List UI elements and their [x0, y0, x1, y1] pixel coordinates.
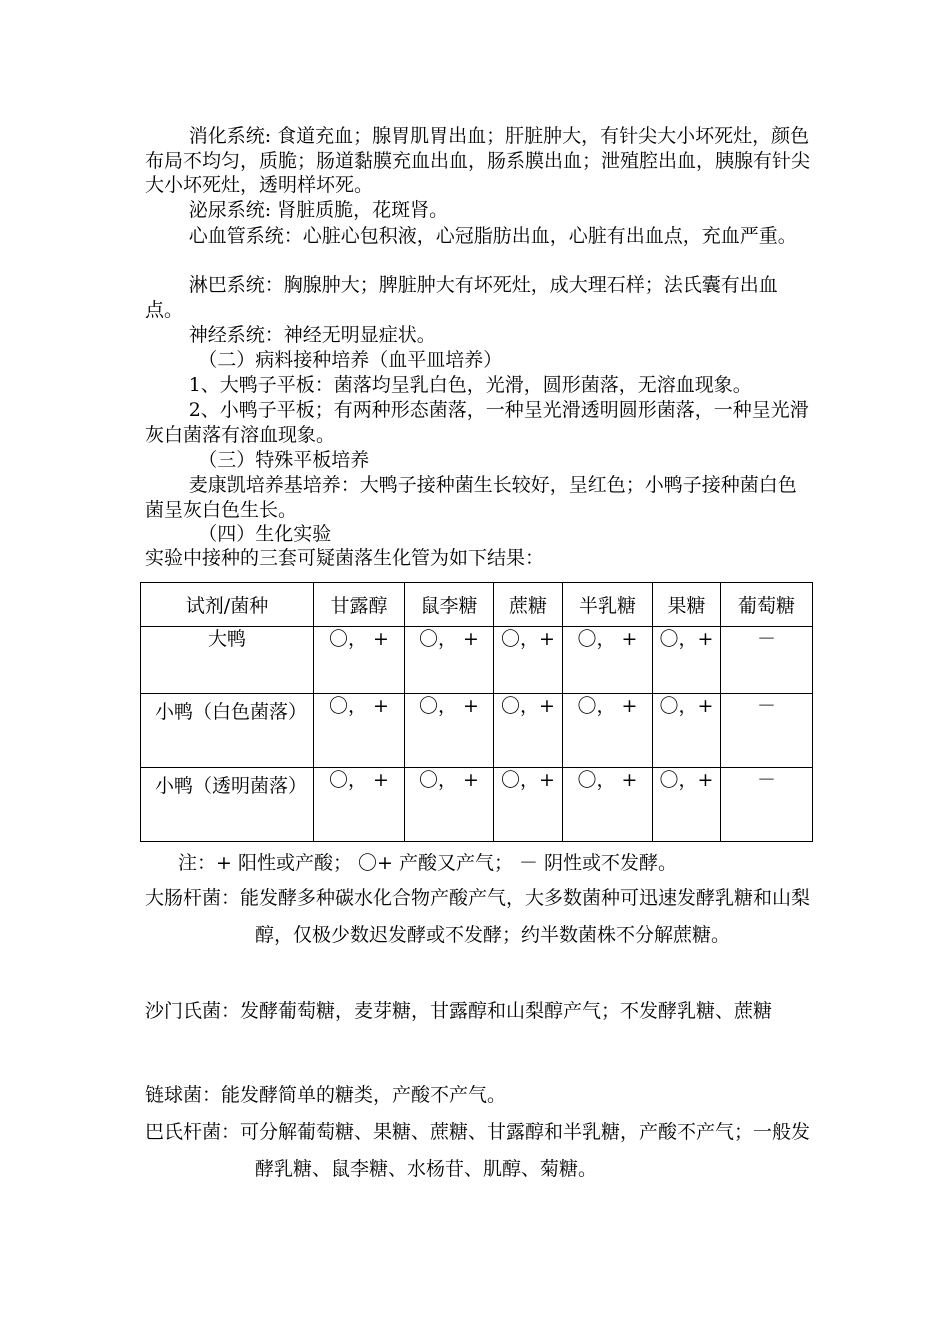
table-row: [141, 694, 813, 768]
table-cell: －: [721, 626, 813, 694]
cardiovascular-system-paragraph: 心血管系统：心脏心包积液，心冠脂肪出血，心脏有出血点，充血严重。: [188, 225, 797, 247]
table-cell: 〇， +: [314, 626, 405, 694]
header-cell: 果糖: [653, 583, 721, 627]
table-cell: 〇，+: [494, 626, 563, 694]
definition-text: 能发酵简单的糖类，产酸不产气。: [221, 1084, 507, 1106]
lymphatic-system-paragraph: 淋巴系统：胸腺肿大；脾脏肿大有坏死灶，成大理石样；法氏囊有出血点。: [145, 274, 778, 321]
table-cell: 〇，+: [653, 694, 721, 768]
table-cell: －: [721, 694, 813, 768]
definition-text: 发酵葡萄糖，麦芽糖，甘露醇和山梨醇产气；不发酵乳糖、蔗糖: [240, 1000, 773, 1022]
definition-salmonella: [145, 993, 815, 1030]
table-header-row: [141, 583, 813, 627]
header-cell: 鼠李糖: [405, 583, 494, 627]
definition-label: 沙门氏菌：: [145, 1000, 241, 1022]
table-cell: 〇， +: [563, 694, 653, 768]
definition-text: 可分解葡萄糖、果糖、蔗糖、甘露醇和半乳糖，产酸不产气；一般发酵乳糖、鼠李糖、水杨苷、肌醇、菊糖。: [240, 1121, 811, 1180]
definition-streptococcus: [145, 1077, 815, 1114]
row-label: 大鸭: [141, 626, 314, 694]
row-label: 小鸭（透明菌落）: [141, 768, 314, 842]
table-cell: 〇，+: [653, 768, 721, 842]
table-row: [141, 768, 813, 842]
header-cell: 蔗糖: [494, 583, 563, 627]
table-row: [141, 626, 813, 694]
small-duck-plate-paragraph: 2、小鸭子平板；有两种形态菌落，一种呈光滑透明圆形菌落，一种呈光滑灰白菌落有溶血现象。: [145, 399, 809, 446]
table-cell: 〇，+: [494, 694, 563, 768]
section-heading-culture: （二）病料接种培养（血平皿培养）: [198, 349, 503, 371]
definition-ecoli: [145, 880, 815, 954]
urinary-system-paragraph: 泌尿系统: 肾脏质脆，花斑肾。: [188, 199, 449, 221]
table-cell: 〇， +: [405, 768, 494, 842]
table-cell: 〇， +: [405, 694, 494, 768]
section-heading-special-plate: （三）特殊平板培养: [198, 449, 370, 471]
table-cell: 〇，+: [653, 626, 721, 694]
macconkey-paragraph: 麦康凯培养基培养：大鸭子接种菌生长较好，呈红色；小鸭子接种菌白色菌呈灰白色生长。: [145, 474, 797, 521]
header-cell: 半乳糖: [563, 583, 653, 627]
nervous-system-paragraph: 神经系统：神经无明显症状。: [188, 324, 436, 346]
header-cell: 葡萄糖: [721, 583, 813, 627]
table-cell: 〇， +: [314, 768, 405, 842]
definition-label: 大肠杆菌：: [145, 887, 241, 909]
definition-label: 巴氏杆菌：: [145, 1121, 241, 1143]
definition-pasteurella: [145, 1114, 815, 1188]
biochemical-results-table: [140, 582, 813, 842]
definition-text: 能发酵多种碳水化合物产酸产气，大多数菌种可迅速发酵乳糖和山梨醇，仅极少数迟发酵或不发酵；约半数菌株不分解蔗糖。: [240, 887, 811, 946]
section-heading-biochem: （四）生化实验: [198, 523, 332, 545]
table-cell: 〇， +: [563, 768, 653, 842]
row-label: 小鸭（白色菌落）: [141, 694, 314, 768]
biochem-intro-paragraph: 实验中接种的三套可疑菌落生化管为如下结果：: [145, 547, 545, 569]
definition-label: 链球菌：: [145, 1084, 222, 1106]
digestive-system-paragraph: 消化系统: 食道充血；腺胃肌胃出血；肝脏肿大，有针尖大小坏死灶，颜色布局不均匀，质脆；肠道黏膜充血出血，肠系膜出血；泄殖腔出血，胰腺有针尖大小坏死灶，透明样坏死。: [145, 125, 811, 196]
header-cell: 甘露醇: [314, 583, 405, 627]
table-cell: －: [721, 768, 813, 842]
table-cell: 〇， +: [314, 694, 405, 768]
table-note: 注：+ 阳性或产酸； 〇+ 产酸又产气； － 阴性或不发酵。: [178, 852, 678, 874]
table-cell: 〇， +: [563, 626, 653, 694]
table-cell: 〇，+: [494, 768, 563, 842]
big-duck-plate-paragraph: 1、大鸭子平板：菌落均呈乳白色，光滑，圆形菌落，无溶血现象。: [188, 374, 752, 396]
header-cell: 试剂/菌种: [141, 583, 314, 627]
table-cell: 〇， +: [405, 626, 494, 694]
